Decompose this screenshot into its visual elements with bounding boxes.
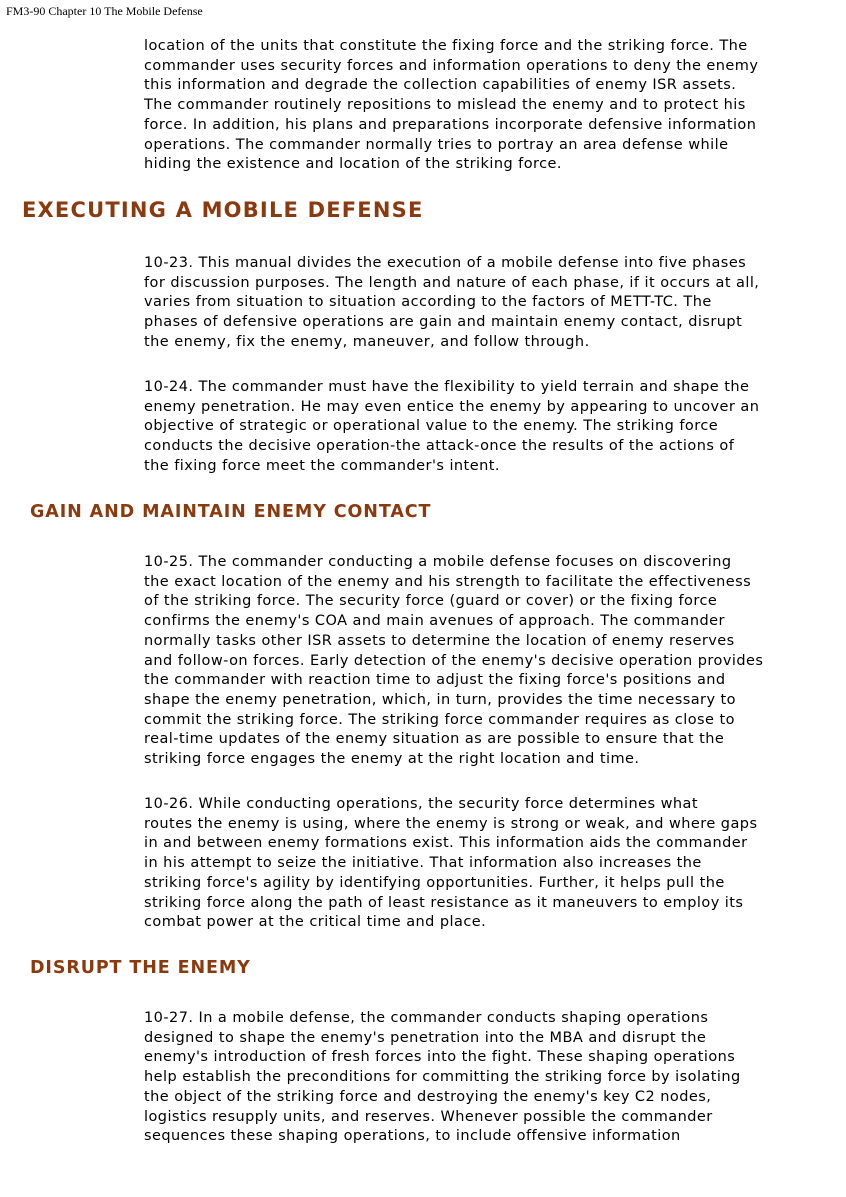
text-line: the commander with reaction time to adjust the fixing force's positions and (144, 672, 726, 689)
text-line: location of the units that constitute the fixing force and the striking force. The (144, 38, 748, 54)
text-line: The commander routinely repositions to mislead the enemy and to protect his (144, 97, 746, 114)
paragraph-10-23 (144, 254, 806, 353)
text-line: this information and degrade the collection capabilities of enemy ISR assets. (144, 77, 737, 94)
text-line: 10-27. In a mobile defense, the commander conducts shaping operations (144, 1010, 709, 1026)
text-line: 10-24. The commander must have the flexibility to yield terrain and shape the (144, 379, 750, 395)
text-line: real-time updates of the enemy situation as are possible to ensure that the (144, 731, 725, 748)
section-heading-gain-maintain-contact: GAIN AND MAINTAIN ENEMY CONTACT (30, 502, 432, 522)
text-line: 10-25. The commander conducting a mobile defense focuses on discovering (144, 554, 732, 570)
text-line: the exact location of the enemy and his strength to facilitate the effectiveness (144, 573, 752, 590)
text-line: 10-26. While conducting operations, the security force determines what (144, 796, 698, 812)
text-line: striking force engages the enemy at the right location and time. (144, 751, 640, 768)
text-line: routes the enemy is using, where the enemy is strong or weak, and where gaps (144, 815, 758, 832)
text-line: conducts the decisive operation-the attack-once the results of the actions of (144, 438, 735, 455)
text-line: the fixing force meet the commander's intent. (144, 457, 500, 474)
text-line: help establish the preconditions for committing the striking force by isolating (144, 1069, 741, 1086)
text-line: the object of the striking force and destroying the enemy's key C2 nodes, (144, 1088, 712, 1105)
text-line: the enemy, fix the enemy, maneuver, and follow through. (144, 333, 590, 350)
text-line: commit the striking force. The striking force commander requires as close to (144, 711, 735, 728)
text-line: 10-23. This manual divides the execution of a mobile defense into five phases (144, 255, 747, 271)
text-line: normally tasks other ISR assets to determine the location of enemy reserves (144, 632, 735, 649)
text-line: force. In addition, his plans and preparations incorporate defensive information (144, 116, 757, 133)
section-heading-disrupt-enemy: DISRUPT THE ENEMY (30, 958, 251, 978)
text-line: designed to shape the enemy's penetration into the MBA and disrupt the (144, 1029, 707, 1046)
text-line: of the striking force. The security force (guard or cover) or the fixing force (144, 593, 718, 610)
text-line: striking force's agility by identifying opportunities. Further, it helps pull the (144, 874, 725, 891)
paragraph-10-24 (144, 378, 806, 477)
text-line: in his attempt to seize the initiative. That information also increases the (144, 855, 702, 872)
text-line: varies from situation to situation according to the factors of METT-TC. The (144, 294, 712, 311)
text-line: confirms the enemy's COA and main avenues of approach. The commander (144, 613, 725, 630)
text-line: objective of strategic or operational value to the enemy. The striking force (144, 418, 719, 435)
text-line: enemy's introduction of fresh forces into the fight. These shaping operations (144, 1049, 736, 1066)
text-line: sequences these shaping operations, to include offensive information (144, 1128, 681, 1145)
text-line: logistics resupply units, and reserves. Whenever possible the commander (144, 1108, 713, 1125)
text-line: for discussion purposes. The length and nature of each phase, if it occurs at all, (144, 274, 760, 291)
text-line: striking force along the path of least resistance as it maneuvers to employ its (144, 894, 744, 911)
text-line: and follow-on forces. Early detection of the enemy's decisive operation provides (144, 652, 764, 669)
running-head: FM3-90 Chapter 10 The Mobile Defense (6, 4, 203, 18)
paragraph-10-26 (144, 795, 806, 933)
paragraph-10-27 (144, 1009, 806, 1147)
text-line: combat power at the critical time and place. (144, 914, 487, 931)
text-line: in and between enemy formations exist. This information aids the commander (144, 835, 748, 852)
intro-paragraph (144, 37, 806, 175)
text-line: hiding the existence and location of the striking force. (144, 156, 562, 173)
text-line: enemy penetration. He may even entice the enemy by appearing to uncover an (144, 398, 760, 415)
text-line: phases of defensive operations are gain and maintain enemy contact, disrupt (144, 314, 743, 331)
paragraph-10-25 (144, 553, 806, 770)
section-heading-executing-mobile-defense: EXECUTING A MOBILE DEFENSE (22, 198, 424, 222)
text-line: commander uses security forces and information operations to deny the enemy (144, 57, 759, 74)
text-line: operations. The commander normally tries to portray an area defense while (144, 136, 729, 153)
text-line: shape the enemy penetration, which, in turn, provides the time necessary to (144, 691, 736, 708)
